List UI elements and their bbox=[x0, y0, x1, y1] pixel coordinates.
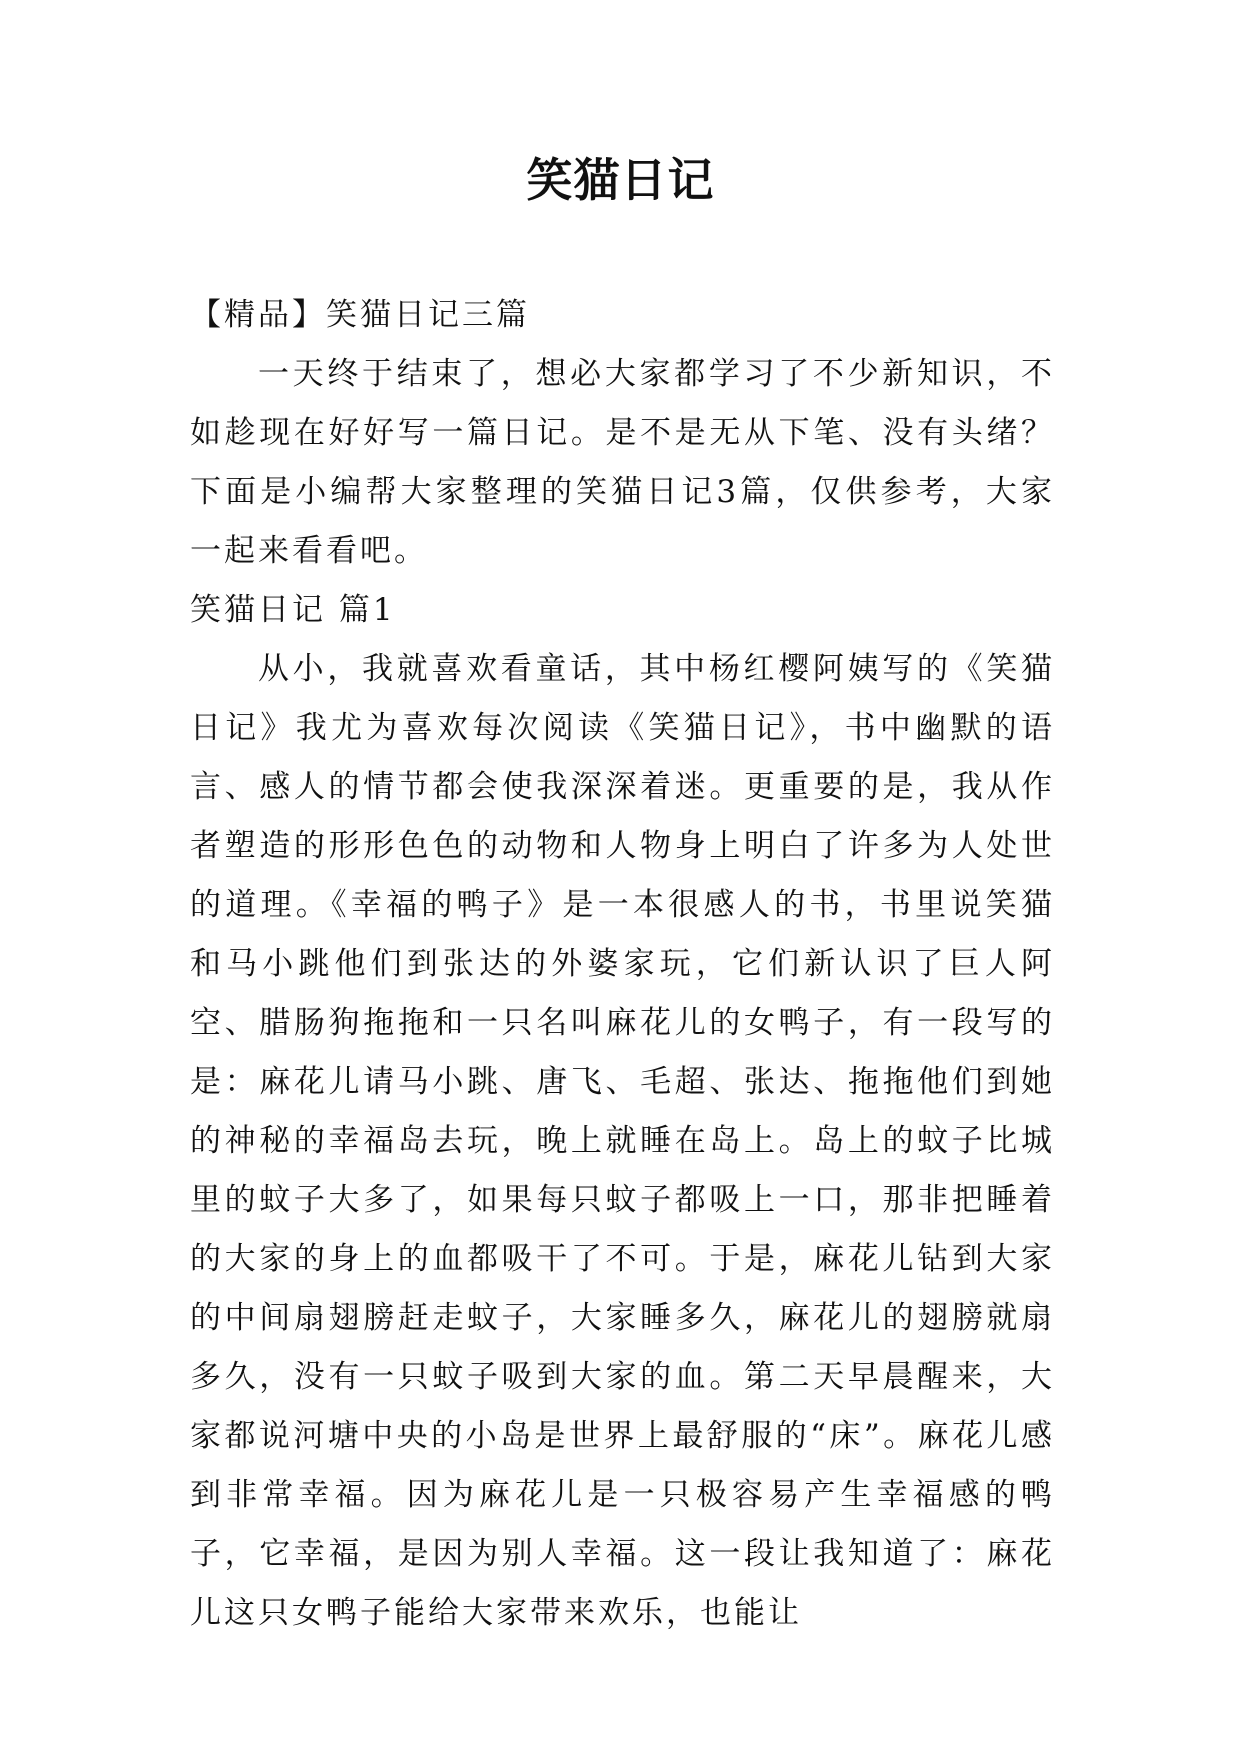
section-body-paragraph: 从小，我就喜欢看童话，其中杨红樱阿姨写的《笑猫日记》我尤为喜欢每次阅读《笑猫日记》，书中幽默的语言、感人的情节都会使我深深着迷。更重要的是，我从作者塑造的形形色色的动物和人物身上明白了许多为人处世的道理。《幸福的鸭子》是一本很感人的书，书里说笑猫和马小跳他们到张达的外婆家玩，它们新认识了巨人阿空、腊肠狗拖拖和一只名叫麻花儿的女鸭子，有一段写的是：麻花儿请马小跳、唐飞、毛超、张达、拖拖他们到她的神秘的幸福岛去玩，晚上就睡在岛上。岛上的蚊子比城里的蚊子大多了，如果每只蚊子都吸上一口，那非把睡着的大家的身上的血都吸干了不可。于是，麻花儿钻到大家的中间扇翅膀赶走蚊子，大家睡多久，麻花儿的翅膀就扇多久，没有一只蚊子吸到大家的血。第二天早晨醒来，大家都说河塘中央的小岛是世界上最舒服的“床”。麻花儿感到非常幸福。因为麻花儿是一只极容易产生幸福感的鸭子，它幸福，是因为别人幸福。这一段让我知道了：麻花儿这只女鸭子能给大家带来欢乐，也能让 bbox=[190, 651, 1055, 1631]
subtitle-line: 【精品】笑猫日记三篇 bbox=[190, 297, 530, 333]
section-heading: 笑猫日记 篇1 bbox=[190, 592, 396, 628]
document-body bbox=[190, 286, 1055, 1643]
document-title: 笑猫日记 bbox=[526, 153, 715, 207]
intro-paragraph: 一天终于结束了，想必大家都学习了不少新知识，不如趁现在好好写一篇日记。是不是无从下笔、没有头绪？下面是小编帮大家整理的笑猫日记3篇，仅供参考，大家一起来看看吧。 bbox=[190, 356, 1055, 569]
